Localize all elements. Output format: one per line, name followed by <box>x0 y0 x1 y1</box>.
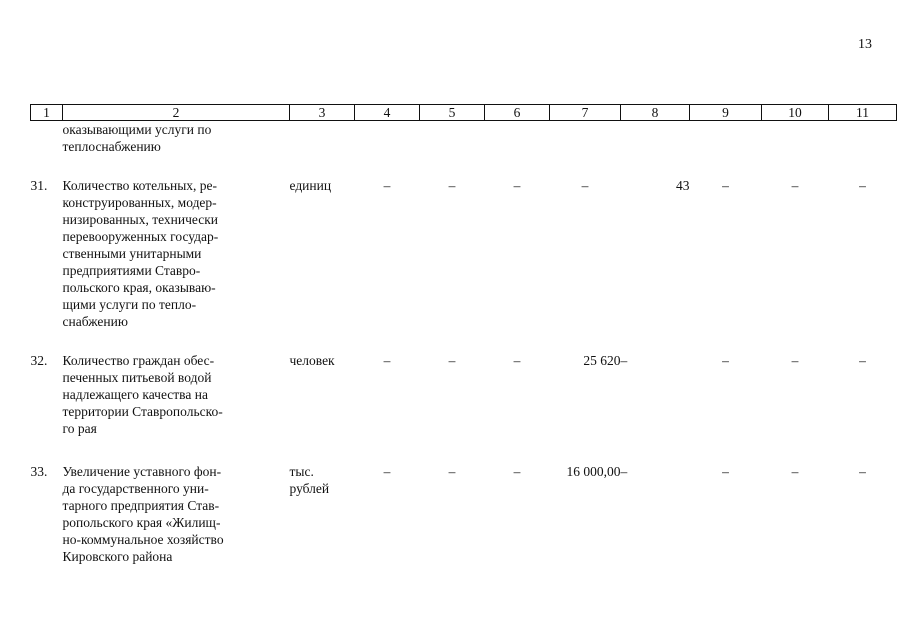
name-line: ропольского края «Жилищ- <box>62 515 221 530</box>
name-line: Количество котельных, ре- <box>62 178 218 193</box>
name-line: оказывающими услуги по <box>62 122 212 137</box>
row-number-cell: 33. <box>30 464 48 479</box>
value-cell-11: – <box>859 178 866 193</box>
value-cell-7: 16 000,00 <box>566 464 621 479</box>
column-header-5: 5 <box>420 105 485 121</box>
page-number: 13 <box>858 37 872 52</box>
value-cell-10: – <box>791 178 799 193</box>
name-line: щими услуги по тепло- <box>62 297 197 312</box>
unit-cell <box>290 177 355 330</box>
value-cell-5: – <box>448 353 456 368</box>
row-number-cell <box>31 121 63 156</box>
column-header-8: 8 <box>621 105 690 121</box>
unit-cell <box>290 463 355 565</box>
name-line: территории Ставропольско- <box>62 404 223 419</box>
name-line: но-коммунальное хозяйство <box>62 532 224 547</box>
unit-cell <box>290 352 355 437</box>
value-cell-7: 25 620 <box>583 353 621 368</box>
column-header-9: 9 <box>690 105 762 121</box>
unit-line: единиц <box>289 178 332 193</box>
name-line: предприятиями Ставро- <box>62 263 201 278</box>
name-line: да государственного уни- <box>62 481 209 496</box>
name-line: печенных питьевой водой <box>62 370 212 385</box>
row-number-cell: 32. <box>30 353 48 368</box>
value-cell-11: – <box>859 464 866 479</box>
column-header-3: 3 <box>290 105 355 121</box>
indicator-name-cell <box>63 352 290 437</box>
name-line: польского края, оказываю- <box>62 280 216 295</box>
table-row-continuation <box>31 121 897 156</box>
unit-line: тыс. <box>289 464 314 479</box>
column-header-10: 10 <box>762 105 829 121</box>
table-row-32 <box>31 352 897 437</box>
name-line: ственными унитарными <box>62 246 202 261</box>
column-header-7: 7 <box>550 105 621 121</box>
column-number-header <box>31 105 897 121</box>
value-cell-7: – <box>581 178 589 193</box>
name-line: снабжению <box>62 314 128 329</box>
name-line: Количество граждан обес- <box>62 353 215 368</box>
value-cell-10: – <box>791 464 799 479</box>
value-cell-8: 43 <box>676 178 690 193</box>
name-line: низированных, технически <box>62 212 219 227</box>
column-header-6: 6 <box>485 105 550 121</box>
data-table <box>30 104 897 565</box>
value-cell-4: – <box>383 353 391 368</box>
value-cell-4: – <box>383 178 391 193</box>
name-line: Увеличение уставного фон- <box>62 464 222 479</box>
value-cell-6: – <box>513 353 521 368</box>
column-header-4: 4 <box>355 105 420 121</box>
name-line: го рая <box>62 421 97 436</box>
value-cell-10: – <box>791 353 799 368</box>
indicator-name-cell <box>63 121 290 156</box>
value-cell-9: – <box>722 178 729 193</box>
name-line: надлежащего качества на <box>62 387 208 402</box>
value-cell-8: – <box>620 464 628 479</box>
name-line: теплоснабжению <box>62 139 161 154</box>
value-cell-6: – <box>513 178 521 193</box>
unit-line: рублей <box>289 481 330 496</box>
unit-line: человек <box>289 353 335 368</box>
name-line: конструированных, модер- <box>62 195 217 210</box>
indicator-name-cell <box>63 463 290 565</box>
value-cell-8: – <box>620 353 628 368</box>
row-number-cell: 31. <box>30 178 48 193</box>
column-header-11: 11 <box>829 105 897 121</box>
value-cell-9: – <box>722 353 729 368</box>
name-line: Кировского района <box>62 549 173 564</box>
value-cell-5: – <box>448 464 456 479</box>
value-cell-6: – <box>513 464 521 479</box>
table-row-33 <box>31 463 897 565</box>
table-row-31 <box>31 177 897 330</box>
name-line: тарного предприятия Став- <box>62 498 220 513</box>
value-cell-4: – <box>383 464 391 479</box>
column-header-2: 2 <box>63 105 290 121</box>
column-header-1: 1 <box>31 105 63 121</box>
indicator-name-cell <box>63 177 290 330</box>
value-cell-5: – <box>448 178 456 193</box>
value-cell-11: – <box>859 353 866 368</box>
name-line: перевооруженных государ- <box>62 229 219 244</box>
value-cell-9: – <box>722 464 729 479</box>
